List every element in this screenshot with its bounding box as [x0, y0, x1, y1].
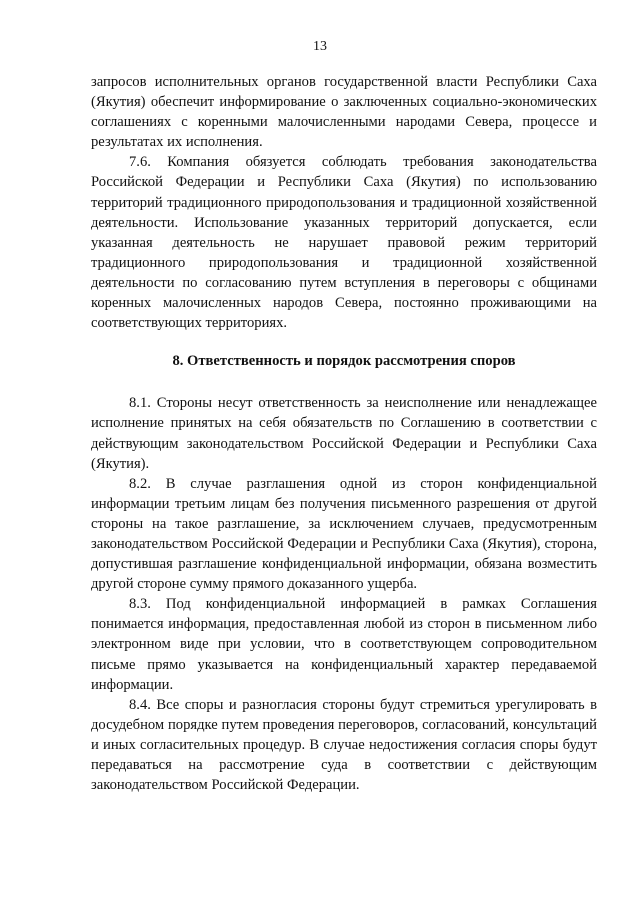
- paragraph-8-1: 8.1. Стороны несут ответственность за неисполнение или ненадлежащее исполнение принятых на себя обязательств по Соглашению в соответствии с действующим законодательством Российской Федерации и Республики Саха (Якутия).: [91, 395, 597, 472]
- page-number: 13: [313, 39, 327, 54]
- paragraph-continuation: запросов исполнительных органов государственной власти Республики Саха (Якутия) обеспечит информирование о заключенных социально-экономических соглашениях с коренными малочисленными народами Севера, процессе и результатах их исполнения.: [91, 74, 597, 151]
- document-body: [91, 72, 597, 795]
- paragraph-8-3: 8.3. Под конфиденциальной информацией в рамках Соглашения понимается информация, предоставленная любой из сторон в письменном либо электронном виде при условии, что в соответствующем сопроводительном письме прямо указывается на конфиденциальный характер передаваемой информации.: [91, 596, 597, 693]
- paragraph-8-4: 8.4. Все споры и разногласия стороны будут стремиться урегулировать в досудебном порядке путем проведения переговоров, согласований, консультаций и иных согласительных процедур. В случае недостижения согласия споры будут передаваться на рассмотрение суда в соответствии с действующим законодательством Российской Федерации.: [91, 696, 597, 794]
- paragraph-7-6: 7.6. Компания обязуется соблюдать требования законодательства Российской Федерации и Республики Саха (Якутия) по использованию территорий традиционного природопользования и традиционной хозяйственной деятельности. Использование указанных территорий допускается, если указанная деятельность не нарушает правовой режим территорий традиционного природопользования и традиционной хозяйственной деятельности по согласованию путем вступления в переговоры с общинами коренных малочисленных народов Севера, постоянно проживающими на соответствующих территориях.: [91, 154, 597, 332]
- paragraph-8-2: 8.2. В случае разглашения одной из сторон конфиденциальной информации третьим лицам без получения письменного разрешения от другой стороны на такое разглашение, за исключением случаев, предусмотренным законодательством Российской Федерации и Республики Саха (Якутия), сторона, допустившая разглашение конфиденциальной информации, обязана возместить другой стороне сумму прямого доказанного ущерба.: [91, 475, 597, 593]
- section-8-heading: 8. Ответственность и порядок рассмотрения споров: [172, 353, 516, 370]
